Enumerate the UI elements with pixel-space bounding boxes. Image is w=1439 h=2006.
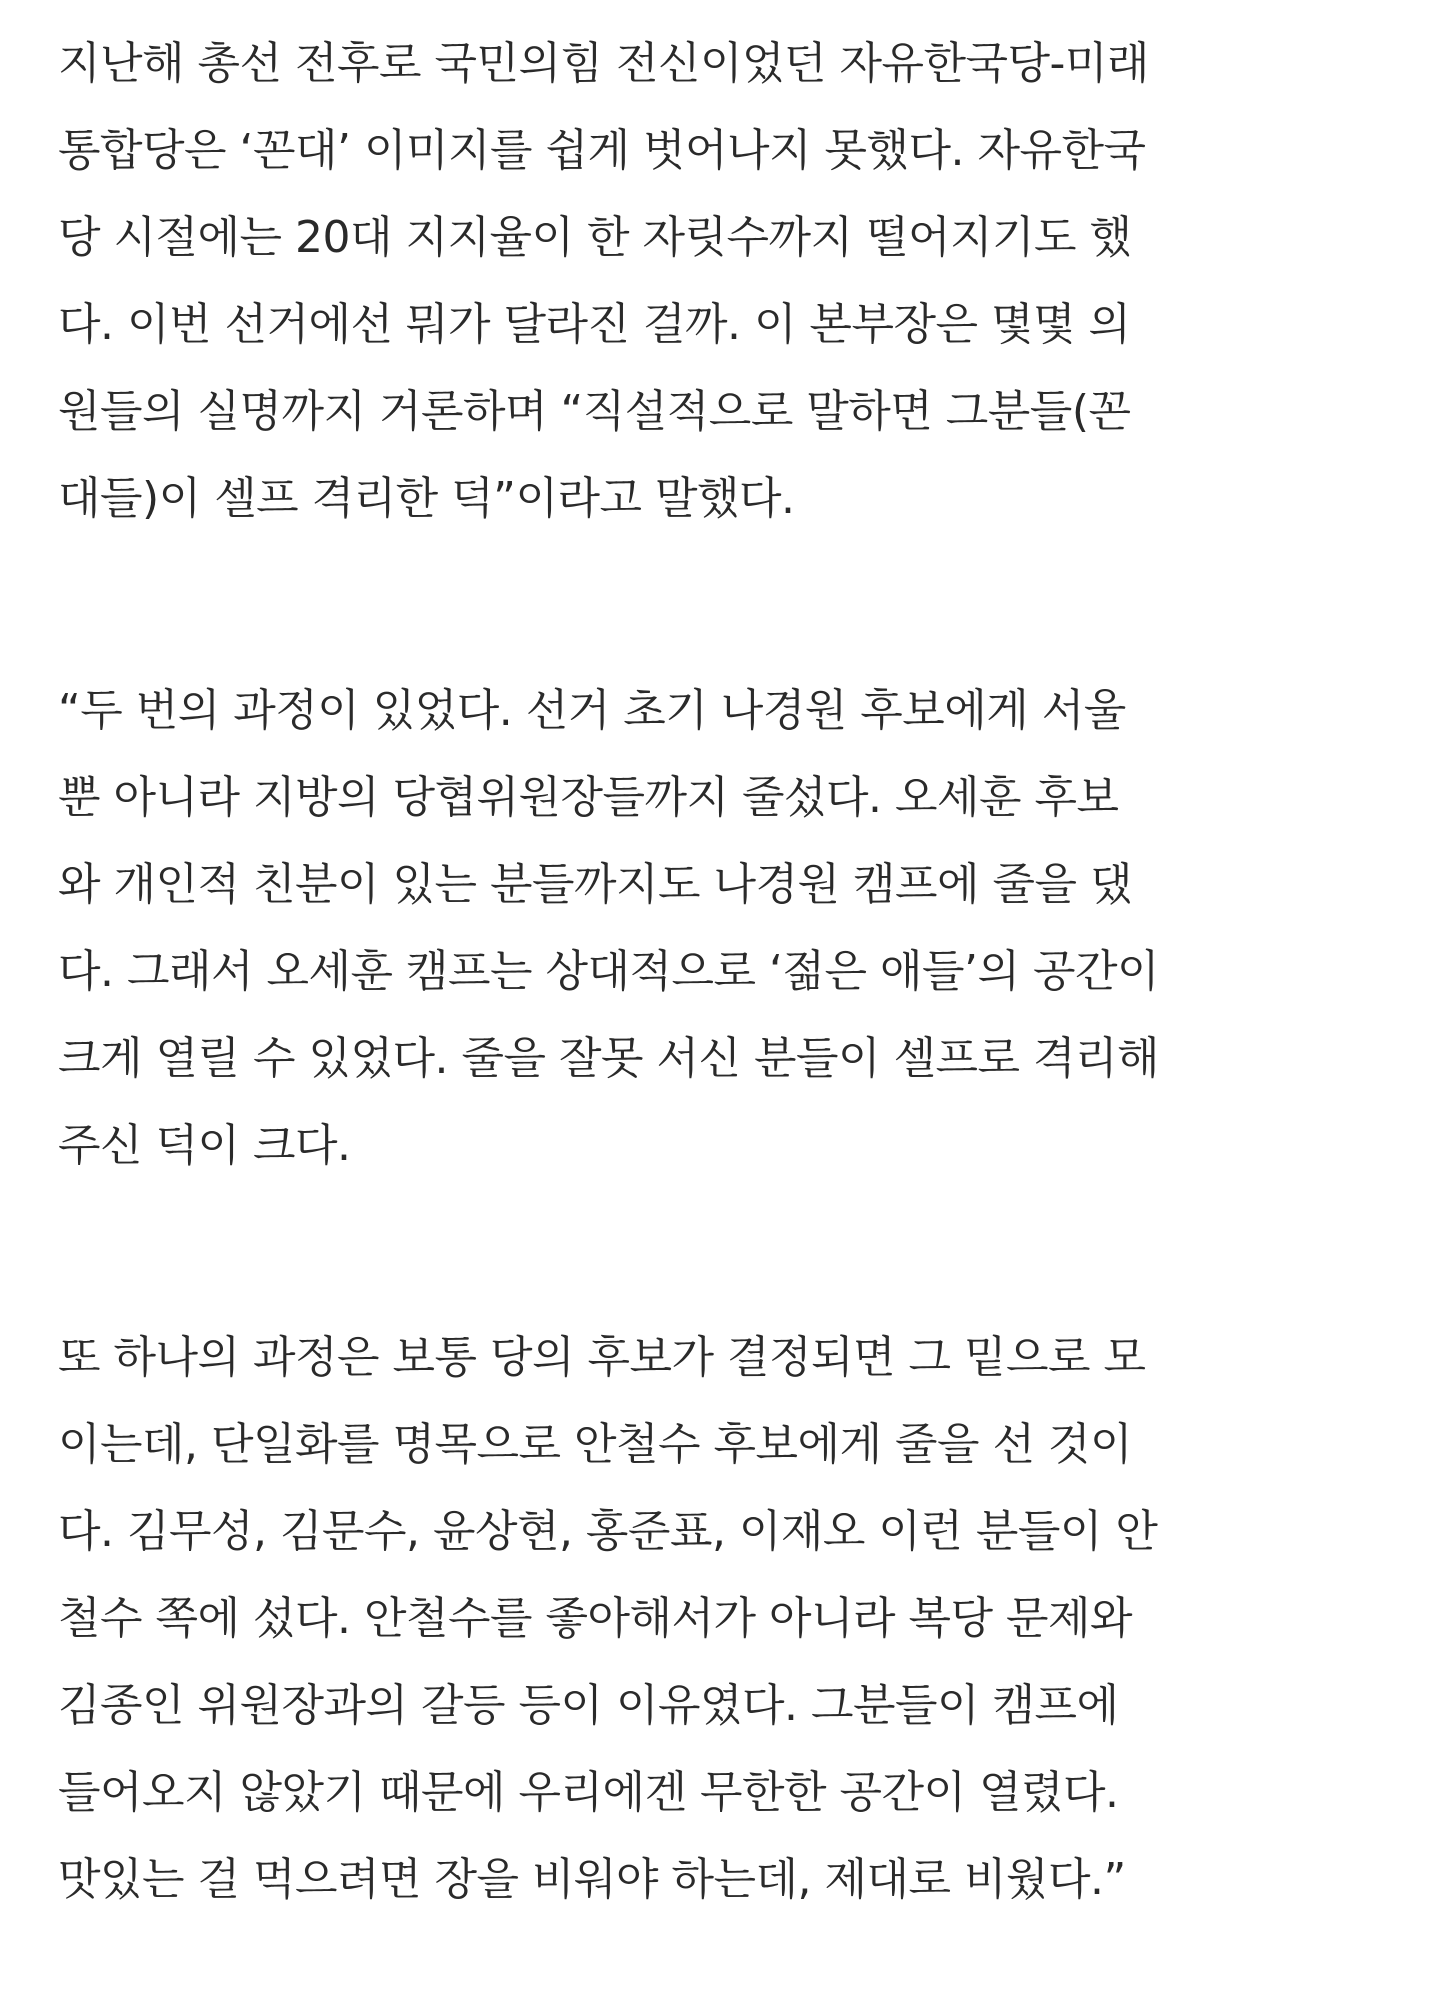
paragraph-line: 맛있는 걸 먹으려면 장을 비워야 하는데, 제대로 비웠다.” [58,1854,1126,1905]
paragraph-line: 다. 그래서 오세훈 캠프는 상대적으로 ‘젊은 애들’의 공간이 [58,946,1159,997]
paragraph-line: 이는데, 단일화를 명목으로 안철수 후보에게 줄을 선 것이 [58,1419,1132,1470]
paragraph-line: 들어오지 않았기 때문에 우리에겐 무한한 공간이 열렸다. [58,1767,1119,1818]
paragraph-line: 통합당은 ‘꼰대’ 이미지를 쉽게 벗어나지 못했다. 자유한국 [58,125,1146,176]
paragraph-line: 원들의 실명까지 거론하며 “직설적으로 말하면 그분들(꼰 [58,386,1131,437]
paragraph-line: “두 번의 과정이 있었다. 선거 초기 나경원 후보에게 서울 [58,685,1126,736]
paragraph-line: 지난해 총선 전후로 국민의힘 전신이었던 자유한국당-미래 [58,38,1149,89]
paragraph-line: 또 하나의 과정은 보통 당의 후보가 결정되면 그 밑으로 모 [58,1332,1146,1383]
paragraph-line: 김종인 위원장과의 갈등 등이 이유였다. 그분들이 캠프에 [58,1680,1119,1731]
paragraph-line: 다. 김무성, 김문수, 윤상현, 홍준표, 이재오 이런 분들이 안 [58,1506,1158,1557]
paragraph-line: 철수 쪽에 섰다. 안철수를 좋아해서가 아니라 복당 문제와 [58,1593,1132,1644]
article-paragraph-2 [58,667,1159,1189]
paragraph-line: 다. 이번 선거에선 뭐가 달라진 걸까. 이 본부장은 몇몇 의 [58,299,1131,350]
paragraph-line: 와 개인적 친분이 있는 분들까지도 나경원 캠프에 줄을 댔 [58,859,1132,910]
paragraph-line: 주신 덕이 크다. [58,1120,351,1171]
paragraph-line: 대들)이 셀프 격리한 덕”이라고 말했다. [58,473,795,524]
paragraph-line: 뿐 아니라 지방의 당협위원장들까지 줄섰다. 오세훈 후보 [58,772,1119,823]
paragraph-line: 당 시절에는 20대 지지율이 한 자릿수까지 떨어지기도 했 [58,212,1132,263]
article-paragraph-1 [58,20,1149,542]
paragraph-line: 크게 열릴 수 있었다. 줄을 잘못 서신 분들이 셀프로 격리해 [58,1033,1159,1084]
article-paragraph-3 [58,1314,1157,1923]
